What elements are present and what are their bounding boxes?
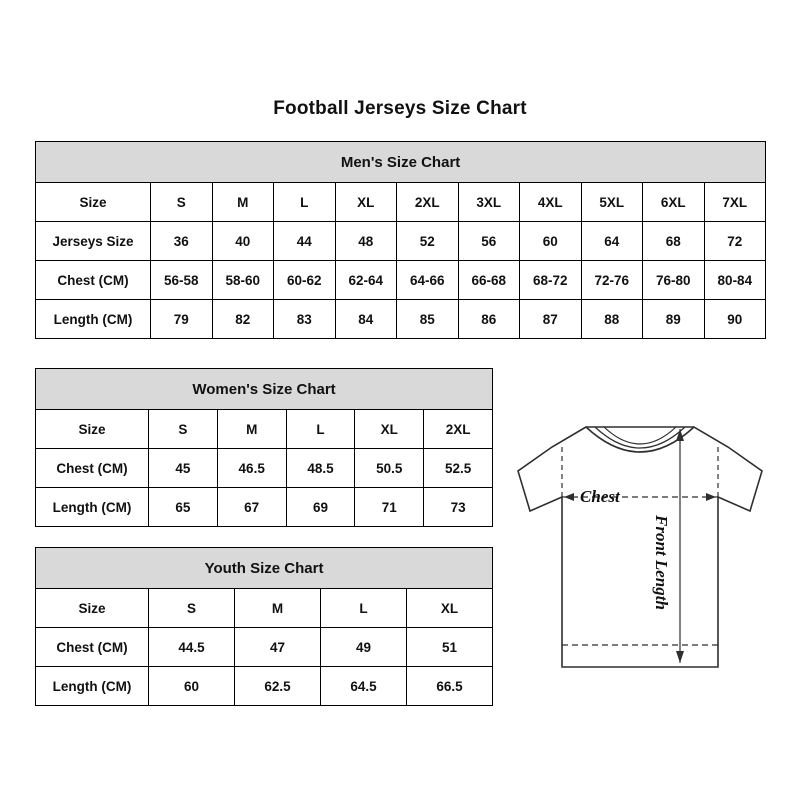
page-title: Football Jerseys Size Chart <box>273 98 527 119</box>
table-cell: 68 <box>643 222 705 261</box>
table-cell: 2XL <box>424 410 493 449</box>
table-cell: 45 <box>149 449 218 488</box>
table-cell: 90 <box>704 300 766 339</box>
row-label: Size <box>36 410 149 449</box>
table-cell: 51 <box>407 628 493 667</box>
table-cell: 82 <box>212 300 274 339</box>
table-cell: 50.5 <box>355 449 424 488</box>
table-row <box>36 300 766 339</box>
front-length-arrow-top <box>676 429 684 441</box>
table-cell: 2XL <box>397 183 459 222</box>
table-cell: 76-80 <box>643 261 705 300</box>
table-cell: 7XL <box>704 183 766 222</box>
table-row <box>36 589 493 628</box>
table-cell: 62.5 <box>235 667 321 706</box>
row-label: Chest (CM) <box>36 628 149 667</box>
table-cell: 72-76 <box>581 261 643 300</box>
row-label: Length (CM) <box>36 488 149 527</box>
row-label: Chest (CM) <box>36 261 151 300</box>
table-cell: 36 <box>151 222 213 261</box>
table-cell: 80-84 <box>704 261 766 300</box>
table-section-header-row <box>36 548 493 589</box>
table-cell: 60 <box>149 667 235 706</box>
table-cell: 64-66 <box>397 261 459 300</box>
mens-size-table <box>35 141 766 339</box>
table-cell: L <box>274 183 336 222</box>
table-cell: 56-58 <box>151 261 213 300</box>
table-cell: 73 <box>424 488 493 527</box>
table-cell: 3XL <box>458 183 520 222</box>
chest-arrow-right <box>706 493 716 501</box>
table-cell: 60-62 <box>274 261 336 300</box>
table-cell: 64.5 <box>321 667 407 706</box>
table-cell: L <box>321 589 407 628</box>
table-cell: 58-60 <box>212 261 274 300</box>
table-cell: M <box>217 410 286 449</box>
table-row <box>36 222 766 261</box>
table-cell: 69 <box>286 488 355 527</box>
table-cell: 66-68 <box>458 261 520 300</box>
table-cell: 68-72 <box>520 261 582 300</box>
table-cell: 79 <box>151 300 213 339</box>
table-cell: 47 <box>235 628 321 667</box>
womens-section-heading: Women's Size Chart <box>36 369 493 410</box>
table-cell: 4XL <box>520 183 582 222</box>
table-cell: 71 <box>355 488 424 527</box>
table-cell: 52 <box>397 222 459 261</box>
table-section-header-row <box>36 369 493 410</box>
row-label: Size <box>36 183 151 222</box>
table-cell: 67 <box>217 488 286 527</box>
table-cell: 44.5 <box>149 628 235 667</box>
table-cell: 52.5 <box>424 449 493 488</box>
front-length-arrow-bottom <box>676 651 684 663</box>
table-cell: 56 <box>458 222 520 261</box>
table-cell: 49 <box>321 628 407 667</box>
table-row <box>36 261 766 300</box>
t-shirt-measurement-diagram <box>500 405 780 695</box>
table-cell: 60 <box>520 222 582 261</box>
table-cell: XL <box>335 183 397 222</box>
womens-size-table <box>35 368 493 527</box>
table-cell: 83 <box>274 300 336 339</box>
table-cell: 62-64 <box>335 261 397 300</box>
table-cell: 72 <box>704 222 766 261</box>
table-cell: 86 <box>458 300 520 339</box>
table-cell: S <box>151 183 213 222</box>
youth-size-table <box>35 547 493 706</box>
womens-size-chart <box>35 368 492 527</box>
table-cell: 6XL <box>643 183 705 222</box>
row-label: Size <box>36 589 149 628</box>
table-cell: 84 <box>335 300 397 339</box>
table-cell: 64 <box>581 222 643 261</box>
youth-section-heading: Youth Size Chart <box>36 548 493 589</box>
chest-arrow-left <box>564 493 574 501</box>
chest-measurement-label: Chest <box>580 487 620 506</box>
table-cell: S <box>149 410 218 449</box>
table-cell: 46.5 <box>217 449 286 488</box>
table-row <box>36 410 493 449</box>
mens-section-heading: Men's Size Chart <box>36 142 766 183</box>
table-row <box>36 667 493 706</box>
table-cell: L <box>286 410 355 449</box>
table-row <box>36 449 493 488</box>
table-cell: 89 <box>643 300 705 339</box>
table-cell: M <box>235 589 321 628</box>
table-cell: 88 <box>581 300 643 339</box>
t-shirt-icon <box>500 405 780 695</box>
table-cell: 87 <box>520 300 582 339</box>
front-length-measurement-label: Front Length <box>652 515 671 610</box>
table-cell: 65 <box>149 488 218 527</box>
table-cell: XL <box>407 589 493 628</box>
row-label: Chest (CM) <box>36 449 149 488</box>
table-cell: 40 <box>212 222 274 261</box>
row-label: Length (CM) <box>36 667 149 706</box>
row-label: Jerseys Size <box>36 222 151 261</box>
mens-size-chart <box>35 141 765 339</box>
youth-size-chart <box>35 547 492 706</box>
table-cell: XL <box>355 410 424 449</box>
table-cell: 48.5 <box>286 449 355 488</box>
table-section-header-row <box>36 142 766 183</box>
table-cell: S <box>149 589 235 628</box>
table-row <box>36 488 493 527</box>
table-row <box>36 183 766 222</box>
table-cell: 66.5 <box>407 667 493 706</box>
table-cell: 48 <box>335 222 397 261</box>
table-cell: M <box>212 183 274 222</box>
table-row <box>36 628 493 667</box>
table-cell: 85 <box>397 300 459 339</box>
collar-mid <box>595 427 685 448</box>
table-cell: 5XL <box>581 183 643 222</box>
shirt-outline <box>518 427 762 667</box>
table-cell: 44 <box>274 222 336 261</box>
row-label: Length (CM) <box>36 300 151 339</box>
